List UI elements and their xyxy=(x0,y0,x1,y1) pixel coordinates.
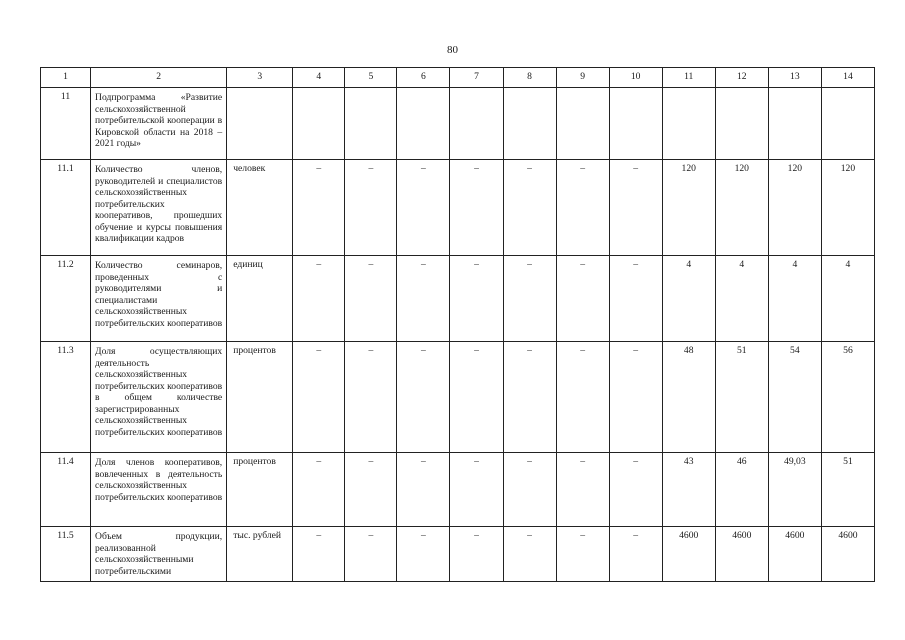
value-cell: – xyxy=(609,342,662,453)
value-cell: 4 xyxy=(821,256,874,342)
column-header: 14 xyxy=(821,68,874,88)
value-cell: – xyxy=(556,527,609,582)
value-cell: – xyxy=(450,160,503,256)
row-number: 11.4 xyxy=(41,453,91,527)
indicator-name: Количество семинаров, проведенных с руководителями и специалистами сельскохозяйственных потребительских кооперативов xyxy=(91,256,227,342)
column-header: 13 xyxy=(768,68,821,88)
value-cell: – xyxy=(609,453,662,527)
value-cell: – xyxy=(345,160,397,256)
value-cell: 120 xyxy=(768,160,821,256)
value-cell: 51 xyxy=(715,342,768,453)
value-cell: – xyxy=(450,527,503,582)
value-cell xyxy=(662,88,715,160)
value-cell: – xyxy=(397,160,450,256)
value-cell: – xyxy=(503,160,556,256)
indicator-name: Количество членов, руководителей и специалистов сельскохозяйственных потребительских кооперативов, прошедших обучение и курсы повышения квалификации кадров xyxy=(91,160,227,256)
value-cell: – xyxy=(556,342,609,453)
column-header: 12 xyxy=(715,68,768,88)
value-cell: 49,03 xyxy=(768,453,821,527)
column-header: 3 xyxy=(227,68,293,88)
table-row xyxy=(41,256,875,342)
value-cell: 46 xyxy=(715,453,768,527)
value-cell xyxy=(293,88,345,160)
value-cell: – xyxy=(450,453,503,527)
value-cell xyxy=(345,88,397,160)
value-cell: 4600 xyxy=(715,527,768,582)
unit-cell: человек xyxy=(227,160,293,256)
value-cell: 120 xyxy=(662,160,715,256)
indicator-name: Объем продукции, реализованной сельскохозяйственными потребительскими xyxy=(91,527,227,582)
row-number: 11.5 xyxy=(41,527,91,582)
value-cell: – xyxy=(609,527,662,582)
column-header: 7 xyxy=(450,68,503,88)
value-cell: 4600 xyxy=(821,527,874,582)
unit-cell: тыс. рублей xyxy=(227,527,293,582)
indicator-name: Подпрограмма «Развитие сельскохозяйственной потребительской кооперации в Кировской области на 2018 – 2021 годы» xyxy=(91,88,227,160)
value-cell: – xyxy=(345,527,397,582)
value-cell: – xyxy=(556,256,609,342)
table-row xyxy=(41,527,875,582)
value-cell: 4600 xyxy=(662,527,715,582)
table-row xyxy=(41,88,875,160)
row-number: 11 xyxy=(41,88,91,160)
value-cell xyxy=(503,88,556,160)
value-cell: – xyxy=(609,256,662,342)
value-cell: 48 xyxy=(662,342,715,453)
value-cell: – xyxy=(345,342,397,453)
value-cell: – xyxy=(503,453,556,527)
value-cell: – xyxy=(397,256,450,342)
value-cell: – xyxy=(397,453,450,527)
value-cell xyxy=(397,88,450,160)
value-cell: – xyxy=(293,256,345,342)
table-row xyxy=(41,342,875,453)
value-cell: – xyxy=(503,527,556,582)
value-cell: 56 xyxy=(821,342,874,453)
row-number: 11.2 xyxy=(41,256,91,342)
page-number: 80 xyxy=(447,44,458,56)
value-cell xyxy=(609,88,662,160)
value-cell: 54 xyxy=(768,342,821,453)
column-header: 10 xyxy=(609,68,662,88)
value-cell: 4 xyxy=(662,256,715,342)
column-header: 5 xyxy=(345,68,397,88)
value-cell xyxy=(768,88,821,160)
column-header: 8 xyxy=(503,68,556,88)
value-cell: 51 xyxy=(821,453,874,527)
value-cell: 120 xyxy=(821,160,874,256)
indicator-name: Доля осуществляющих деятельность сельскохозяйственных потребительских кооперативов в общем количестве зарегистрированных сельскохозяйственных потребительских кооперативов xyxy=(91,342,227,453)
header-row xyxy=(41,68,875,88)
value-cell: – xyxy=(293,160,345,256)
value-cell: – xyxy=(450,256,503,342)
row-number: 11.3 xyxy=(41,342,91,453)
value-cell: 4600 xyxy=(768,527,821,582)
value-cell: – xyxy=(450,342,503,453)
value-cell xyxy=(556,88,609,160)
value-cell: – xyxy=(397,342,450,453)
value-cell: – xyxy=(609,160,662,256)
value-cell: 120 xyxy=(715,160,768,256)
value-cell: – xyxy=(293,342,345,453)
value-cell: 4 xyxy=(768,256,821,342)
indicator-name: Доля членов кооперативов, вовлеченных в деятельность сельскохозяйственных потребительских кооперативов xyxy=(91,453,227,527)
table-row xyxy=(41,453,875,527)
unit-cell: процентов xyxy=(227,342,293,453)
row-number: 11.1 xyxy=(41,160,91,256)
column-header: 2 xyxy=(91,68,227,88)
unit-cell xyxy=(227,88,293,160)
value-cell: – xyxy=(293,453,345,527)
unit-cell: единиц xyxy=(227,256,293,342)
value-cell: – xyxy=(345,453,397,527)
value-cell: – xyxy=(503,256,556,342)
column-header: 1 xyxy=(41,68,91,88)
value-cell: 4 xyxy=(715,256,768,342)
value-cell xyxy=(450,88,503,160)
table-row xyxy=(41,160,875,256)
value-cell: – xyxy=(556,453,609,527)
value-cell: 43 xyxy=(662,453,715,527)
value-cell xyxy=(821,88,874,160)
value-cell: – xyxy=(345,256,397,342)
value-cell: – xyxy=(293,527,345,582)
value-cell xyxy=(715,88,768,160)
column-header: 9 xyxy=(556,68,609,88)
unit-cell: процентов xyxy=(227,453,293,527)
column-header: 6 xyxy=(397,68,450,88)
column-header: 11 xyxy=(662,68,715,88)
value-cell: – xyxy=(503,342,556,453)
value-cell: – xyxy=(397,527,450,582)
value-cell: – xyxy=(556,160,609,256)
indicators-table xyxy=(40,67,875,582)
column-header: 4 xyxy=(293,68,345,88)
